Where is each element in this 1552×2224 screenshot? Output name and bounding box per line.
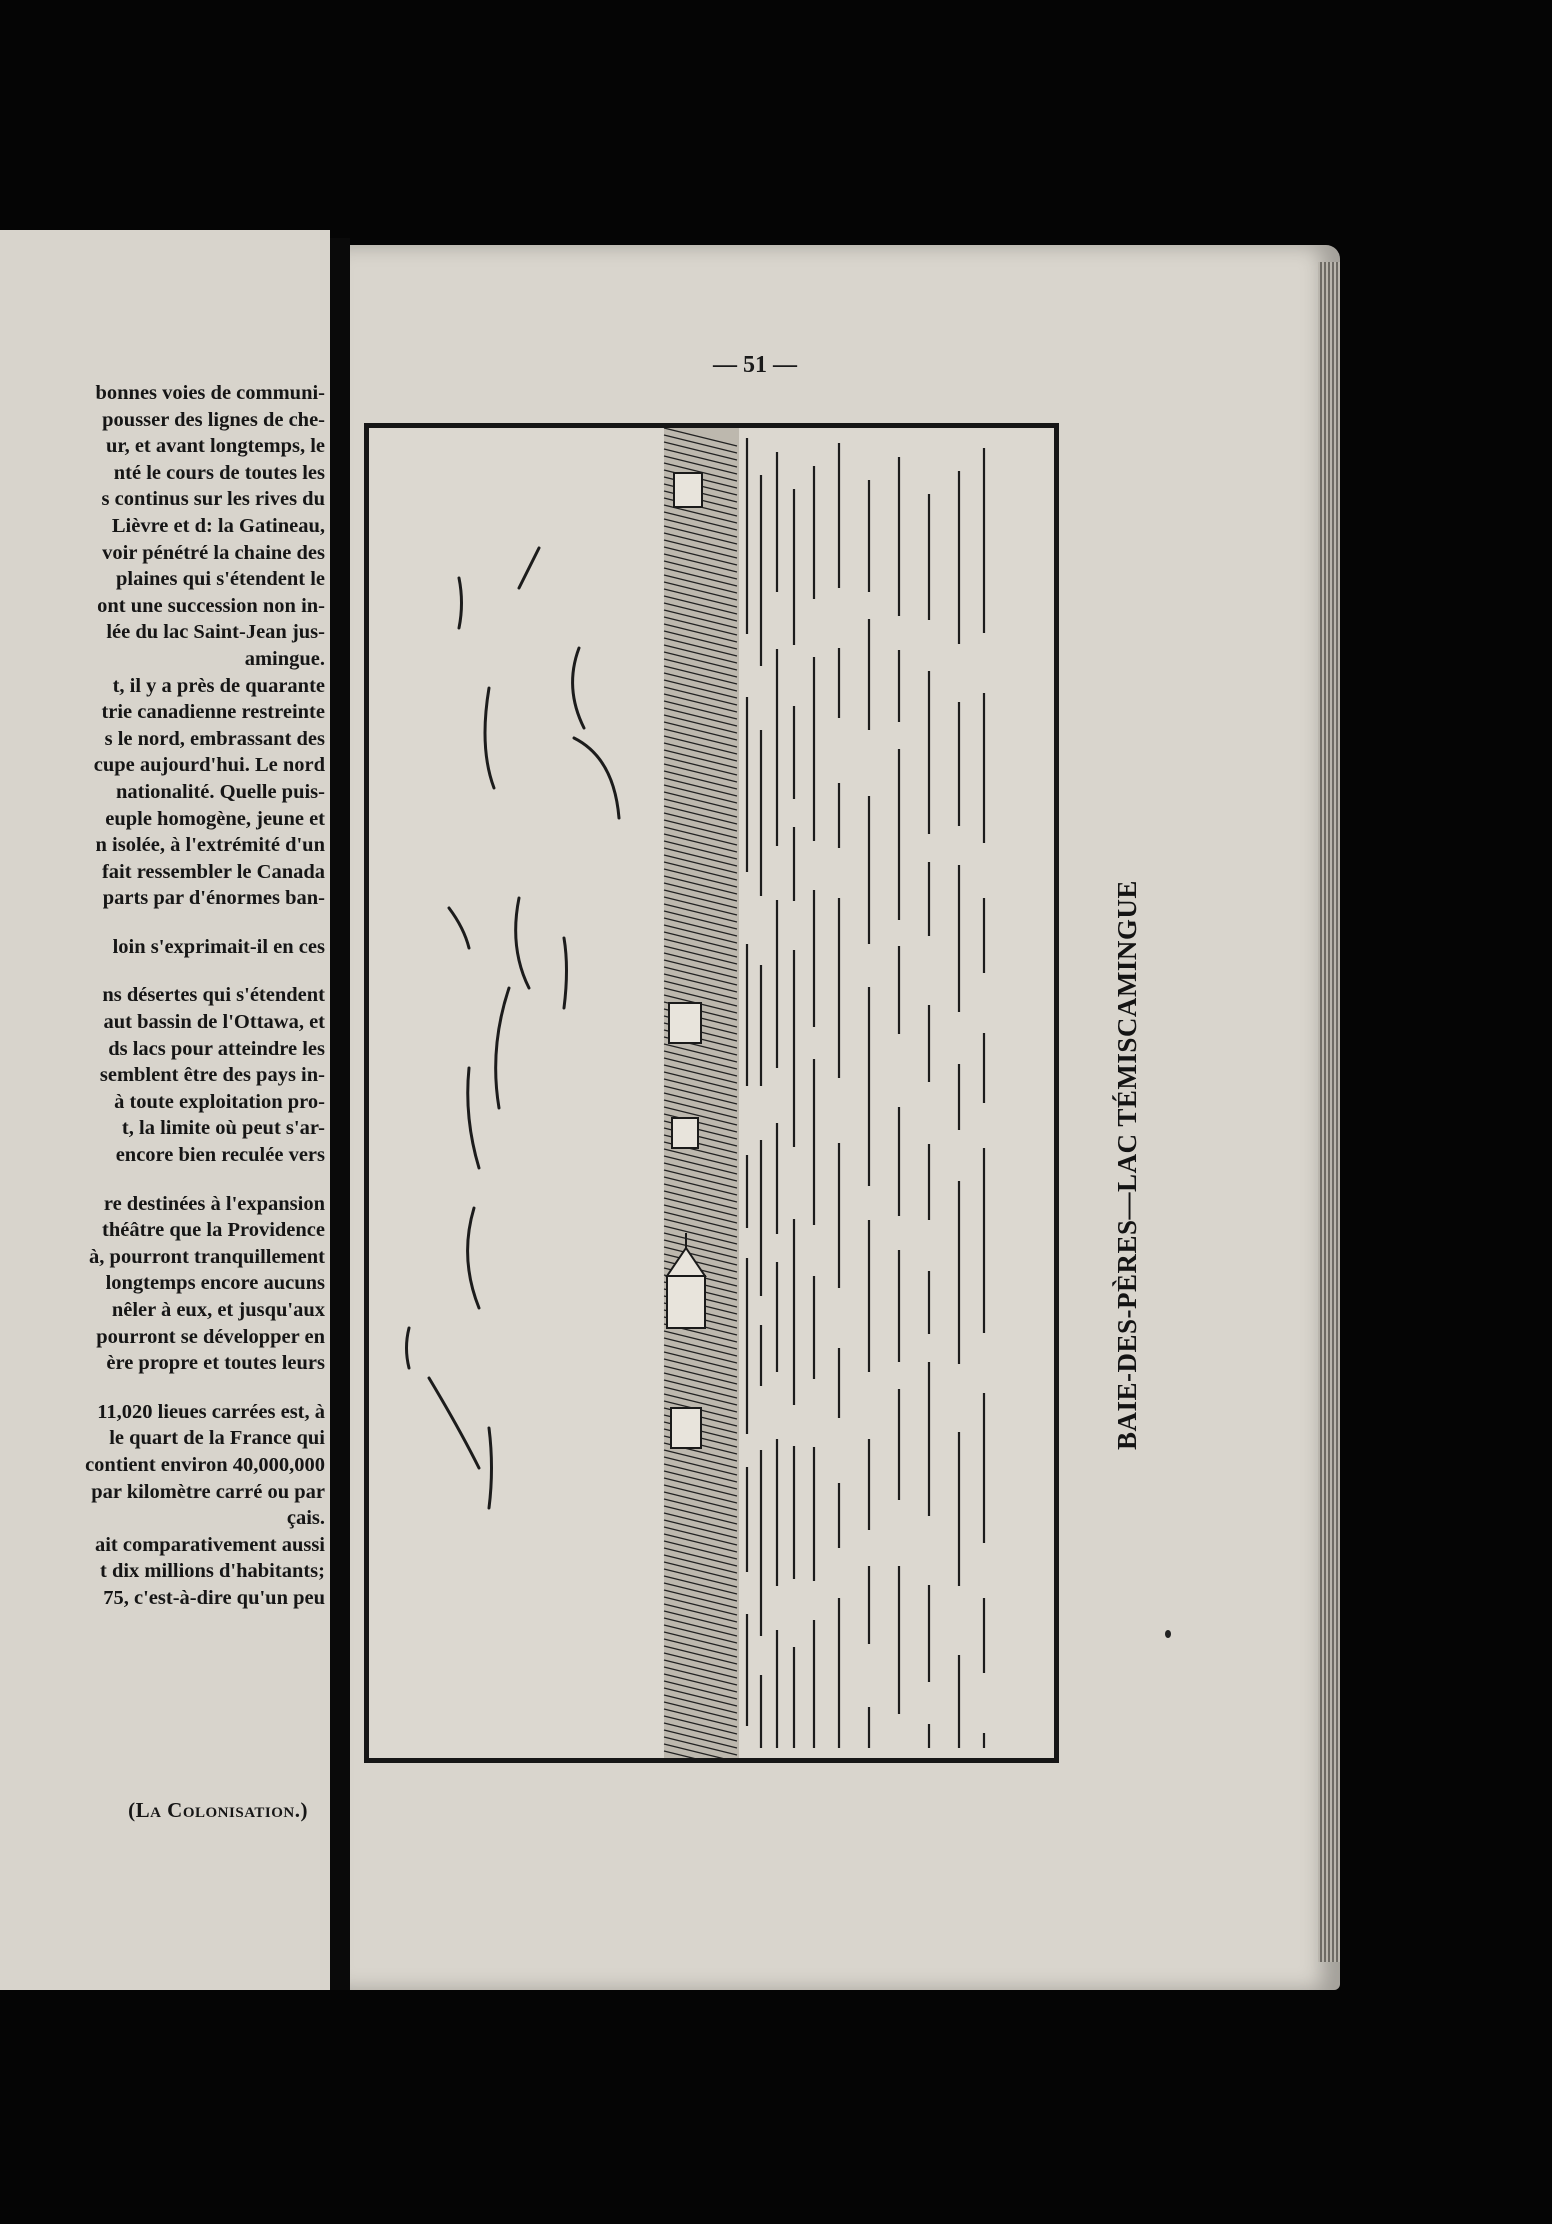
text-line: 11,020 lieues carrées est, à xyxy=(97,1400,325,1423)
text-line: çais. xyxy=(286,1507,325,1530)
text-line: ait comparativement aussi xyxy=(94,1533,325,1556)
text-line: ur, et avant longtemps, le xyxy=(105,435,325,458)
text-line: trie canadienne restreinte xyxy=(101,701,325,724)
page-number: — 51 — xyxy=(713,352,797,378)
left-page xyxy=(0,230,330,1990)
text-line: contient environ 40,000,000 xyxy=(85,1453,325,1476)
text-line: théâtre que la Providence xyxy=(102,1219,325,1242)
text-line: cupe aujourd'hui. Le nord xyxy=(93,754,325,777)
text-line: longtemps encore aucuns xyxy=(105,1272,325,1295)
text-line: nté le cours de toutes les xyxy=(113,461,325,484)
left-page-signature: (La Colonisation.) xyxy=(128,1798,308,1822)
text-line: pourront se développer en xyxy=(96,1325,325,1348)
building xyxy=(671,1408,701,1448)
text-line: semblent être des pays in- xyxy=(99,1064,325,1087)
text-line: plaines qui s'étendent le xyxy=(115,568,325,591)
text-line: encore bien reculée vers xyxy=(115,1144,325,1167)
text-line: ds lacs pour atteindre les xyxy=(108,1037,325,1060)
book-gutter xyxy=(330,238,350,1990)
building xyxy=(674,473,702,507)
text-line: fait ressembler le Canada xyxy=(101,860,325,883)
text-line: loin s'exprimait-il en ces xyxy=(112,935,325,958)
text-line: t dix millions d'habitants; xyxy=(100,1560,325,1583)
text-line: Lièvre et d: la Gatineau, xyxy=(111,514,325,537)
paragraph-gap xyxy=(0,912,325,934)
text-line: s continus sur les rives du xyxy=(101,488,325,511)
text-line: voir pénétré la chaine des xyxy=(102,541,325,564)
text-line: 75, c'est-à-dire qu'un peu xyxy=(103,1586,325,1609)
building xyxy=(672,1118,698,1148)
text-line: le quart de la France qui xyxy=(109,1427,325,1450)
lake-illustration xyxy=(369,428,1054,1758)
paragraph-gap xyxy=(0,1377,325,1399)
text-line: parts par d'énormes ban- xyxy=(102,887,325,910)
shore-band xyxy=(664,428,739,1758)
text-line: euple homogène, jeune et xyxy=(105,807,325,830)
text-line: ont une succession non in- xyxy=(97,594,325,617)
cloud-strokes xyxy=(407,548,620,1508)
text-line: re destinées à l'expansion xyxy=(103,1192,325,1215)
text-line: nêler à eux, et jusqu'aux xyxy=(111,1299,325,1321)
page-edge xyxy=(1318,262,1340,1962)
text-line: t, il y a près de quarante xyxy=(112,674,325,697)
ink-spot xyxy=(1165,1630,1171,1638)
text-line: amingue. xyxy=(244,647,325,670)
left-page-text xyxy=(0,380,325,1612)
text-line: s le nord, embrassant des xyxy=(104,727,325,750)
text-line: lée du lac Saint-Jean jus- xyxy=(106,621,325,644)
building xyxy=(669,1003,701,1043)
water-lines xyxy=(747,438,984,1748)
text-line: bonnes voies de communi- xyxy=(95,382,325,404)
church-building xyxy=(667,1276,705,1328)
text-line: pousser des lignes de che- xyxy=(102,408,325,431)
text-line: n isolée, à l'extrémité d'un xyxy=(95,834,325,857)
text-line: à toute exploitation pro- xyxy=(114,1090,325,1113)
text-line: par kilomètre carré ou par xyxy=(91,1480,325,1503)
text-line: nationalité. Quelle puis- xyxy=(115,780,325,803)
text-line: aut bassin de l'Ottawa, et xyxy=(103,1011,325,1034)
text-line: t, la limite où peut s'ar- xyxy=(121,1117,325,1140)
text-line: ns désertes qui s'étendent xyxy=(102,984,325,1007)
illustration-frame xyxy=(364,423,1059,1763)
illustration-caption: BAIE-DES-PÈRES—LAC TÉMISCAMINGUE xyxy=(1112,880,1142,1450)
paragraph-gap xyxy=(0,960,325,982)
paragraph-gap xyxy=(0,1169,325,1191)
text-line: à, pourront tranquillement xyxy=(89,1245,325,1268)
text-line: ère propre et toutes leurs xyxy=(106,1352,325,1375)
